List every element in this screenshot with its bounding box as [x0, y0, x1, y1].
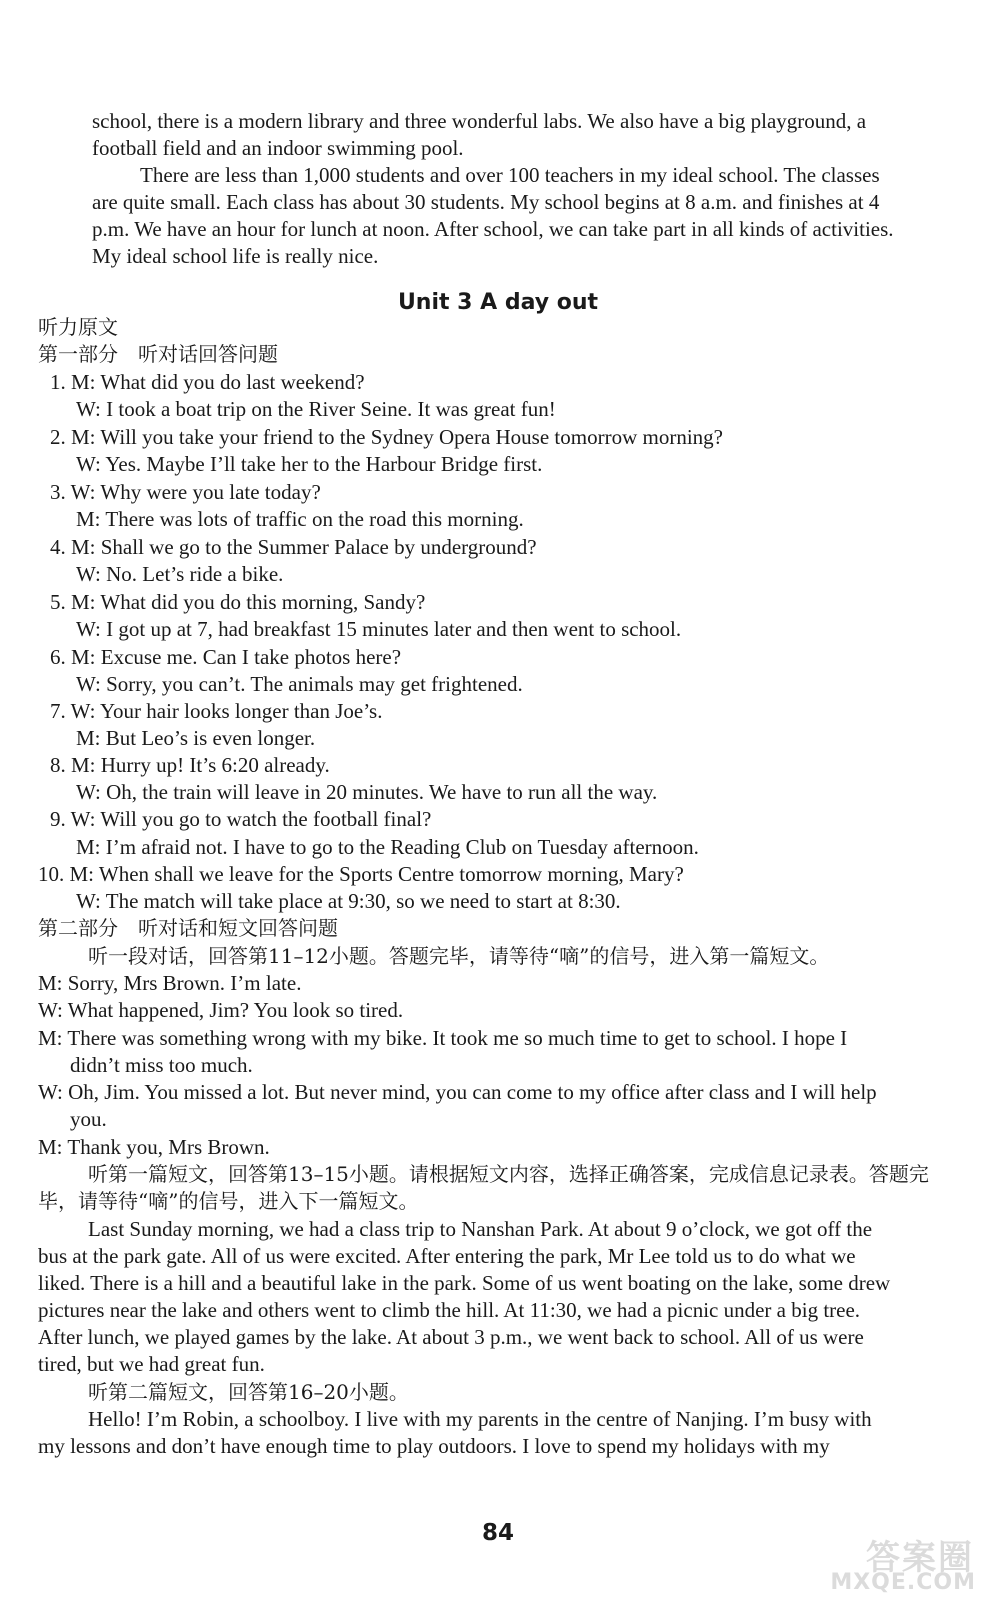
text-line: liked. There is a hill and a beautiful lake in the park. Some of us went boating on the lake, some drew [38, 1271, 891, 1295]
text-line: 8. M: Hurry up! It’s 6:20 already. [50, 753, 330, 777]
text-line: 毕，请等待“嘀”的信号，进入下一篇短文。 [38, 1189, 419, 1213]
text-line: W: What happened, Jim? You look so tired. [38, 998, 404, 1022]
text-line: 1. M: What did you do last weekend? [50, 370, 365, 394]
text-line: M: Thank you, Mrs Brown. [38, 1135, 270, 1159]
text-line: M: But Leo’s is even longer. [76, 726, 316, 750]
text-line: My ideal school life is really nice. [92, 244, 379, 268]
watermark-logo [762, 1530, 982, 1596]
text-line: M: I’m afraid not. I have to go to the Reading Club on Tuesday afternoon. [76, 835, 699, 859]
text-line: After lunch, we played games by the lake. At about 3 p.m., we went back to school. All of us were [38, 1325, 864, 1349]
text-line: 7. W: Your hair looks longer than Joe’s. [50, 699, 383, 723]
unit-title: Unit 3 A day out [397, 290, 599, 315]
text-line: Last Sunday morning, we had a class trip to Nanshan Park. At about 9 o’clock, we got off the [88, 1217, 873, 1241]
text-line: M: There was something wrong with my bike. It took me so much time to get to school. I hope I [38, 1026, 848, 1050]
text-line: 听一段对话，回答第11–12小题。答题完毕，请等待“嘀”的信号，进入第一篇短文。 [88, 944, 830, 968]
text-line: 第一部分 听对话回答问题 [38, 342, 278, 366]
text-line: 10. M: When shall we leave for the Sports Centre tomorrow morning, Mary? [38, 862, 684, 886]
text-line: you. [70, 1107, 107, 1131]
text-line: 听第一篇短文，回答第13–15小题。请根据短文内容，选择正确答案，完成信息记录表。答题完 [88, 1162, 929, 1186]
text-line: W: Yes. Maybe I’ll take her to the Harbour Bridge first. [76, 452, 543, 476]
text-line: 9. W: Will you go to watch the football final? [50, 807, 432, 831]
text-line: M: Sorry, Mrs Brown. I’m late. [38, 971, 302, 995]
text-line: W: No. Let’s ride a bike. [76, 562, 284, 586]
text-line: W: Oh, Jim. You missed a lot. But never mind, you can come to my office after class and I will help [38, 1080, 877, 1104]
text-line: didn’t miss too much. [70, 1053, 253, 1077]
text-line: There are less than 1,000 students and over 100 teachers in my ideal school. The classes [140, 163, 880, 187]
text-line: W: Oh, the train will leave in 20 minutes. We have to run all the way. [76, 780, 658, 804]
text-line: p.m. We have an hour for lunch at noon. After school, we can take part in all kinds of activities. [92, 217, 894, 241]
text-line: pictures near the lake and others went to climb the hill. At 11:30, we had a picnic under a big tree. [38, 1298, 861, 1322]
text-line: school, there is a modern library and three wonderful labs. We also have a big playground, a [92, 109, 867, 133]
text-line: 3. W: Why were you late today? [50, 480, 321, 504]
text-line: bus at the park gate. All of us were excited. After entering the park, Mr Lee told us to do what we [38, 1244, 856, 1268]
text-line: 听第二篇短文，回答第16–20小题。 [88, 1380, 409, 1404]
text-line: M: There was lots of traffic on the road this morning. [76, 507, 524, 531]
page-number: 84 [481, 1520, 514, 1546]
text-line: W: I got up at 7, had breakfast 15 minutes later and then went to school. [76, 617, 682, 641]
text-line: W: Sorry, you can’t. The animals may get frightened. [76, 672, 523, 696]
text-line: football field and an indoor swimming pool. [92, 136, 464, 160]
text-line: 5. M: What did you do this morning, Sandy? [50, 590, 426, 614]
text-line: my lessons and don’t have enough time to play outdoors. I love to spend my holidays with my [38, 1434, 830, 1458]
text-line: tired, but we had great fun. [38, 1352, 265, 1376]
text-line: W: The match will take place at 9:30, so we need to start at 8:30. [76, 889, 621, 913]
text-line: 6. M: Excuse me. Can I take photos here? [50, 645, 402, 669]
text-line: 听力原文 [38, 315, 118, 339]
text-line: are quite small. Each class has about 30 students. My school begins at 8 a.m. and finishes at 4 [92, 190, 880, 214]
text-line: 4. M: Shall we go to the Summer Palace by underground? [50, 535, 537, 559]
text-line: Hello! I’m Robin, a schoolboy. I live with my parents in the centre of Nanjing. I’m busy with [88, 1407, 872, 1431]
text-line: 第二部分 听对话和短文回答问题 [38, 916, 338, 940]
text-line: W: I took a boat trip on the River Seine. It was great fun! [76, 397, 556, 421]
watermark-text: 答案圈 [866, 1538, 974, 1578]
text-line: 2. M: Will you take your friend to the Sydney Opera House tomorrow morning? [50, 425, 723, 449]
watermark-url: MXQE.COM [830, 1570, 976, 1595]
